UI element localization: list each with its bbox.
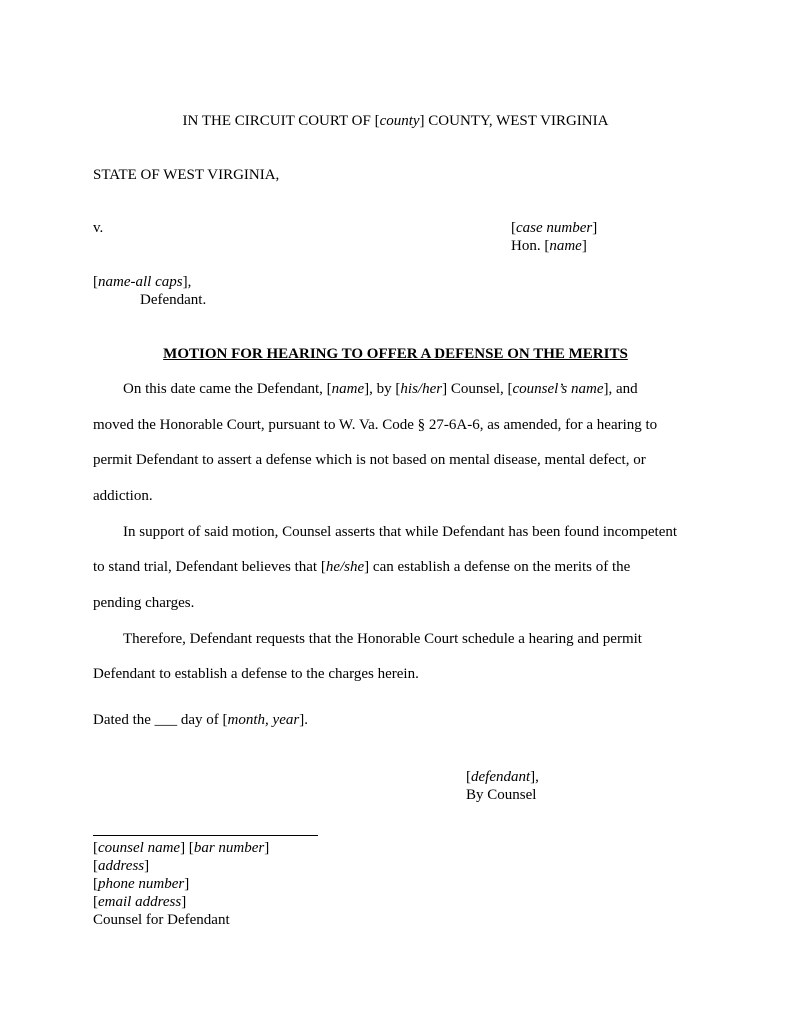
judge-name: Hon. [name] — [511, 238, 587, 254]
counsel-name-line: [counsel name] [bar number] — [93, 840, 270, 856]
signature-line — [93, 835, 318, 836]
paragraph-2-line-3: pending charges. — [93, 595, 195, 611]
bar-number-placeholder: bar number — [193, 840, 265, 856]
case-number-placeholder: case number — [516, 220, 593, 236]
judge-name-placeholder: name — [549, 238, 582, 254]
plaintiff-name: STATE OF WEST VIRGINIA, — [93, 167, 280, 183]
phone-placeholder: phone number — [98, 876, 185, 892]
pronoun-placeholder: his/her — [400, 381, 443, 397]
email-line: [email address] — [93, 894, 187, 910]
paragraph-2-line-2: to stand trial, Defendant believes that [he/she] can establish a defense on the merits of the — [93, 559, 631, 575]
counsel-name-placeholder: counsel name — [98, 840, 181, 856]
defendant-placeholder: defendant — [471, 769, 531, 785]
paragraph-2-line-1: In support of said motion, Counsel asserts that while Defendant has been found incompetent — [123, 524, 678, 540]
name-placeholder: name — [331, 381, 365, 397]
county-placeholder: county — [379, 113, 420, 129]
paragraph-3-line-2: Defendant to establish a defense to the charges herein. — [93, 666, 419, 682]
paragraph-1-line-1: On this date came the Defendant, [name], by [his/her] Counsel, [counsel’s name], and — [123, 381, 638, 397]
counsel-name-placeholder: counsel’s name — [512, 381, 604, 397]
paragraph-3-line-1: Therefore, Defendant requests that the Honorable Court schedule a hearing and permit — [123, 631, 642, 647]
versus-label: v. — [93, 220, 104, 236]
address-line: [address] — [93, 858, 150, 874]
defendant-name-placeholder: name-all caps — [98, 274, 183, 290]
phone-line: [phone number] — [93, 876, 190, 892]
case-number: [case number] — [511, 220, 598, 236]
counsel-role: Counsel for Defendant — [93, 912, 230, 928]
by-counsel: By Counsel — [466, 787, 537, 803]
email-placeholder: email address — [98, 894, 182, 910]
court-heading-text: IN THE CIRCUIT COURT OF [ — [182, 113, 380, 129]
pronoun-placeholder: he/she — [325, 559, 365, 575]
signature-defendant: [defendant], — [466, 769, 539, 785]
court-heading — [0, 112, 791, 130]
paragraph-1-line-4: addiction. — [93, 488, 153, 504]
motion-title: MOTION FOR HEARING TO OFFER A DEFENSE ON THE MERITS — [163, 346, 628, 362]
address-placeholder: address — [98, 858, 145, 874]
paragraph-1-line-2: moved the Honorable Court, pursuant to W. Va. Code § 27-6A-6, as amended, for a hearing to — [93, 417, 658, 433]
dated-line: Dated the ___ day of [month, year]. — [93, 712, 308, 728]
defendant-label: Defendant. — [140, 292, 207, 308]
paragraph-1-line-3: permit Defendant to assert a defense which is not based on mental disease, mental defect, or — [93, 452, 646, 468]
defendant-name: [name-all caps], — [93, 274, 192, 290]
court-heading-suffix: ] COUNTY, WEST VIRGINIA — [419, 113, 609, 129]
month-year-placeholder: month, year — [227, 712, 300, 728]
